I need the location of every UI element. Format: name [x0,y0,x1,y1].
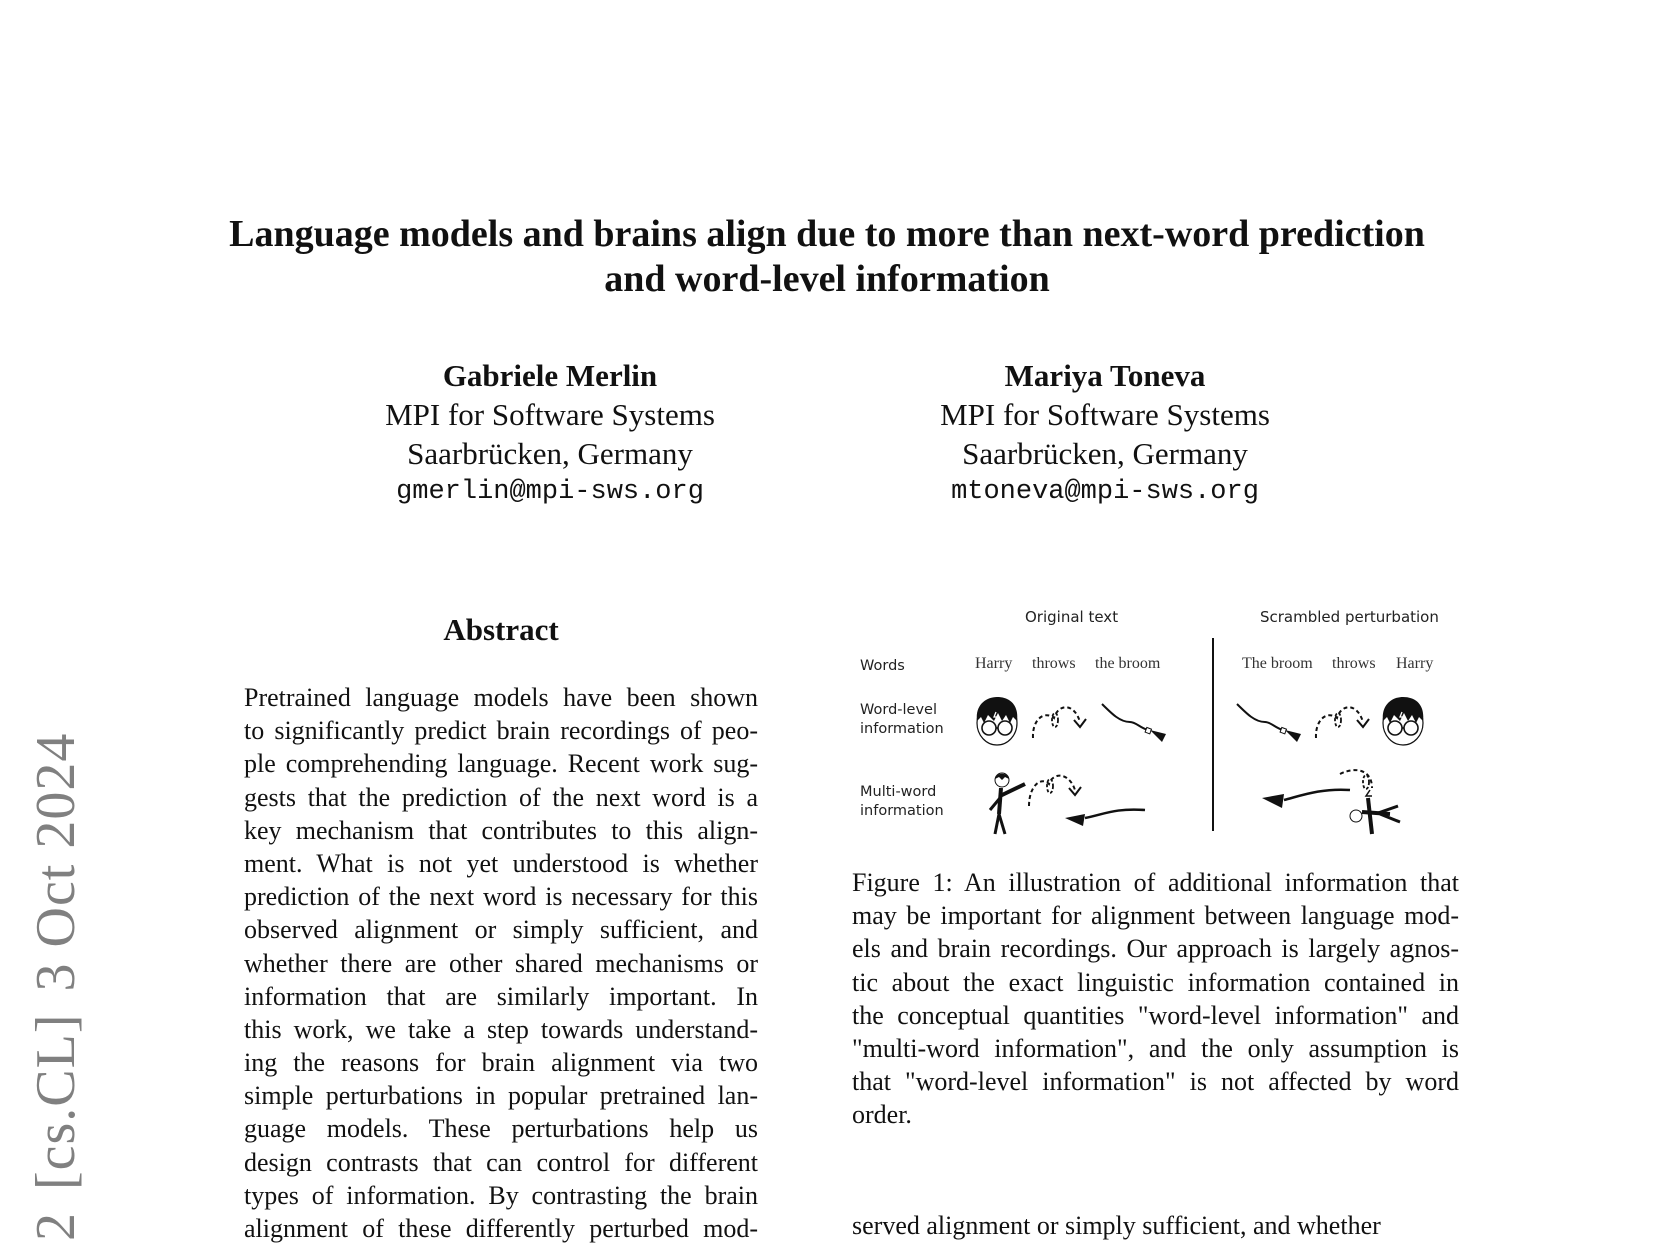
abstract-line: information that are similarly important. In [244,981,758,1011]
abstract-line: prediction of the next word is necessary for this [244,882,758,912]
figure-divider [1212,638,1214,831]
author-block [865,356,1345,512]
broom-knocks-harry-icon [1260,768,1430,838]
caption-line: tic about the exact linguistic information contained in [852,967,1459,997]
broom-icon [1235,700,1305,745]
scrambled-word: Harry [1396,655,1434,672]
figure-header-original: Original text [1025,608,1119,626]
figure-caption [852,866,1459,1132]
caption-line: "multi-word information", and the only assumption is [852,1033,1459,1063]
author-name: Gabriele Merlin [442,358,658,393]
broom-icon [1100,700,1170,745]
caption-line: Figure 1: An illustration of additional information that [852,868,1459,897]
row-label-words: Words [860,658,905,674]
figure-header-scrambled: Scrambled perturbation [1260,608,1439,626]
figure-1 [850,600,1470,840]
scrambled-word: throws [1332,655,1376,672]
row-label-line: information [860,803,944,819]
abstract-line: ment. What is not yet understood is whether [244,848,758,878]
author-location: Saarbrücken, Germany [962,436,1248,471]
abstract-line: to significantly predict brain recordings of peo- [244,716,758,746]
author-email[interactable]: mtoneva@mpi-sws.org [951,477,1259,507]
abstract-line: guage models. These perturbations help us [244,1114,758,1144]
row-label-multi-word [860,783,944,821]
author-email[interactable]: gmerlin@mpi-sws.org [396,477,704,507]
original-word: the broom [1095,655,1161,672]
abstract-heading: Abstract [443,612,559,647]
abstract-line: alignment of these differently perturbed mod- [244,1214,758,1243]
caption-line: may be important for alignment between language mod- [852,901,1459,931]
caption-line: els and brain recordings. Our approach is largely agnos- [852,934,1459,964]
row-label-word-level [860,701,944,739]
abstract-line: key mechanism that contributes to this align- [244,815,758,845]
row-label-line: information [860,721,944,737]
abstract-line: Pretrained language models have been shown [244,683,758,712]
row-label-line: Multi-word [860,784,937,800]
harry-throwing-broom-icon [985,770,1155,838]
abstract-line: whether there are other shared mechanisms or [244,948,758,978]
arxiv-category: [cs.CL] [25,1013,87,1190]
caption-line: that "word-level information" is not affected by word [852,1067,1459,1097]
original-word: throws [1032,655,1076,672]
paper-title-line-2: and word-level information [604,258,1050,300]
abstract-line: observed alignment or simply sufficient, and [244,915,758,945]
author-block [310,356,790,512]
abstract-line: gests that the prediction of the next word is a [244,782,758,812]
abstract-line: design contrasts that can control for different [244,1147,758,1177]
abstract-body [244,681,758,1245]
paper-title-line-1: Language models and brains align due to more than next-word prediction [229,213,1425,255]
paper-title [150,212,1504,302]
abstract-line: simple perturbations in popular pretrained lan- [244,1081,758,1111]
caption-line: the conceptual quantities "word-level information" and [852,1000,1459,1030]
arxiv-id-fragment: 2 [25,1212,87,1241]
author-affiliation: MPI for Software Systems [385,397,715,432]
body-text-right-column: served alignment or simply sufficient, and whether [852,1211,1381,1240]
throw-arc-icon [1313,700,1373,740]
abstract-line: ing the reasons for brain alignment via two [244,1048,758,1078]
abstract-line: this work, we take a step towards understand- [244,1014,758,1044]
original-word: Harry [975,655,1013,672]
scrambled-word: The broom [1242,655,1313,672]
author-location: Saarbrücken, Germany [407,436,693,471]
author-name: Mariya Toneva [1004,358,1206,393]
caption-line: order. [852,1100,912,1130]
row-label-line: Word-level [860,702,937,718]
harry-face-icon [1378,695,1428,747]
author-affiliation: MPI for Software Systems [940,397,1270,432]
arxiv-stamp [16,641,96,1241]
abstract-line: ple comprehending language. Recent work sug- [244,749,758,779]
abstract-line: types of information. By contrasting the brain [244,1180,758,1210]
arxiv-date: 3 Oct 2024 [25,732,87,992]
throw-arc-icon [1030,700,1090,740]
harry-face-icon [972,695,1022,747]
